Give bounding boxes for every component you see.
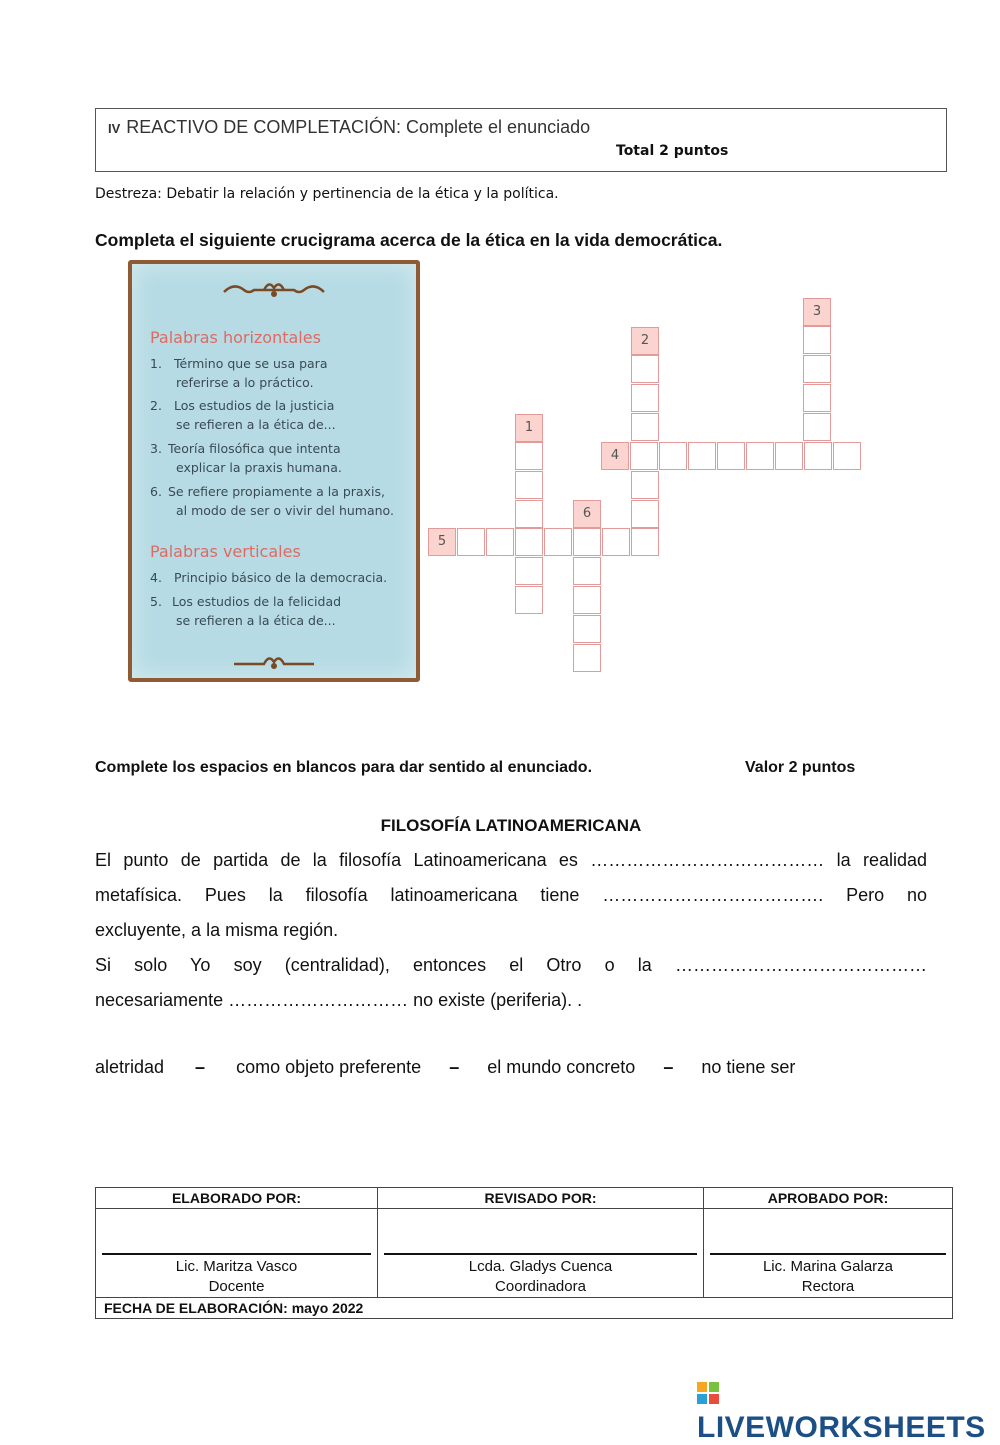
- clue-text-continued: se refieren a la ética de...: [176, 613, 336, 628]
- signer-name: Lic. Maritza Vasco: [175, 1258, 298, 1275]
- signer-name: Lcda. Gladys Cuenca: [468, 1258, 613, 1275]
- crossword-cell[interactable]: [833, 442, 861, 470]
- crossword-cell[interactable]: [573, 528, 601, 556]
- crossword-cell[interactable]: [573, 644, 601, 672]
- crossword-number-2: 2: [631, 327, 659, 355]
- clue-number: 5.: [150, 594, 162, 609]
- signature-cell-revisado: [378, 1209, 704, 1298]
- clue-text: Teoría filosófica que intenta: [168, 441, 341, 456]
- crossword-cell[interactable]: [573, 586, 601, 614]
- paragraph-line-4: Si solo Yo soy (centralidad), entonces el Otro o la ……………………………………: [95, 955, 927, 975]
- crossword-cell[interactable]: [631, 500, 659, 528]
- crossword-cell[interactable]: [717, 442, 745, 470]
- signer-role: Coordinadora: [495, 1278, 586, 1295]
- crossword-cell[interactable]: [746, 442, 774, 470]
- clue-number: 4.: [150, 570, 162, 585]
- option-separator: –: [663, 1057, 674, 1077]
- crossword-cell[interactable]: [631, 528, 659, 556]
- crossword-cell[interactable]: [486, 528, 514, 556]
- answer-option[interactable]: como objeto preferente: [236, 1057, 422, 1077]
- crossword-cell[interactable]: [631, 355, 659, 383]
- signer-role: Docente: [208, 1278, 265, 1295]
- crossword-cell[interactable]: [515, 500, 543, 528]
- crossword-cell[interactable]: [631, 413, 659, 441]
- clue-text: Principio básico de la democracia.: [174, 570, 388, 585]
- liveworksheets-logo-icon: [697, 1382, 719, 1404]
- paragraph-line-2: metafísica. Pues la filosofía latinoamericana tiene ………………………………. Pero no: [95, 885, 927, 905]
- paragraph-line-3: excluyente, a la misma región.: [95, 920, 339, 940]
- signature-body-row: [96, 1209, 953, 1298]
- philosophy-section-title: FILOSOFÍA LATINOAMERICANA: [380, 816, 642, 835]
- clue-number: 2.: [150, 398, 162, 413]
- crossword-cell[interactable]: [631, 384, 659, 412]
- clue-number: 1.: [150, 356, 162, 371]
- clue-number: 6.: [150, 484, 162, 499]
- clue-text-continued: referirse a lo práctico.: [176, 375, 314, 390]
- clue-number: 3.: [150, 441, 162, 456]
- clue-text: Los estudios de la felicidad: [172, 594, 342, 609]
- signature-header-row: [96, 1188, 953, 1209]
- crossword-cell[interactable]: [775, 442, 803, 470]
- crossword-cell[interactable]: [544, 528, 572, 556]
- header-aprobado: APROBADO POR:: [704, 1188, 953, 1209]
- crossword-cell[interactable]: [515, 442, 543, 470]
- crossword-cell[interactable]: [573, 557, 601, 585]
- option-separator: –: [449, 1057, 460, 1077]
- brand-wordmark[interactable]: [697, 1377, 1000, 1445]
- signature-cell-elaborado: [96, 1209, 378, 1298]
- paragraph-line-1: El punto de partida de la filosofía Latinoamericana es ………………………………… la realidad: [95, 850, 927, 870]
- crossword-instruction: Completa el siguiente crucigrama acerca de la ética en la vida democrática.: [95, 230, 723, 250]
- section-roman-numeral: IV: [108, 121, 121, 136]
- crossword-cell[interactable]: [515, 528, 543, 556]
- crossword-grid: [0, 0, 1000, 700]
- crossword-cell[interactable]: [804, 442, 832, 470]
- clue-text: Los estudios de la justicia: [174, 398, 335, 413]
- crossword-cell[interactable]: [631, 471, 659, 499]
- crossword-cell[interactable]: [803, 384, 831, 412]
- clue-text: Se refiere propiamente a la praxis,: [168, 484, 385, 499]
- crossword-cell[interactable]: [803, 413, 831, 441]
- paragraph-line-5: necesariamente ………………………… no existe (periferia). .: [95, 990, 583, 1010]
- signature-table: [95, 1187, 953, 1319]
- crossword-cell[interactable]: [630, 442, 658, 470]
- clue-text-continued: al modo de ser o vivir del humano.: [176, 503, 394, 518]
- crossword-number-1: 1: [515, 414, 543, 442]
- horizontal-clues-heading: Palabras horizontales: [150, 328, 321, 347]
- elaboration-date: FECHA DE ELABORACIÓN: mayo 2022: [96, 1298, 953, 1319]
- crossword-number-3: 3: [803, 298, 831, 326]
- answer-options: [95, 1057, 795, 1078]
- skill-statement: Destreza: Debatir la relación y pertinencia de la ética y la política.: [95, 186, 559, 202]
- signature-line: [102, 1253, 371, 1255]
- crossword-cell[interactable]: [573, 615, 601, 643]
- answer-option[interactable]: aletridad: [95, 1057, 165, 1077]
- signature-line: [384, 1253, 697, 1255]
- fill-instruction: Complete los espacios en blancos para dar sentido al enunciado.: [95, 759, 593, 776]
- clue-text-continued: se refieren a la ética de...: [176, 417, 336, 432]
- header-elaborado: ELABORADO POR:: [96, 1188, 378, 1209]
- answer-option[interactable]: el mundo concreto: [487, 1057, 636, 1077]
- crossword-cell[interactable]: [803, 326, 831, 354]
- signature-line: [710, 1253, 946, 1255]
- date-row: [96, 1298, 953, 1319]
- section-title-text: REACTIVO DE COMPLETACIÓN: Complete el enunciado: [126, 117, 591, 137]
- fill-value: Valor 2 puntos: [745, 759, 856, 776]
- answer-option[interactable]: no tiene ser: [701, 1057, 796, 1077]
- crossword-cell[interactable]: [803, 355, 831, 383]
- crossword-number-4: 4: [601, 442, 629, 470]
- crossword-cell[interactable]: [515, 471, 543, 499]
- crossword-number-5: 5: [428, 528, 456, 556]
- vertical-clues-heading: Palabras verticales: [150, 542, 301, 561]
- crossword-cell[interactable]: [515, 557, 543, 585]
- crossword-cell[interactable]: [659, 442, 687, 470]
- signer-role: Rectora: [801, 1278, 855, 1295]
- section-total-points: Total 2 puntos: [616, 143, 729, 159]
- crossword-number-6: 6: [573, 500, 601, 528]
- crossword-cell[interactable]: [457, 528, 485, 556]
- crossword-cell[interactable]: [602, 528, 630, 556]
- option-separator: –: [195, 1057, 206, 1077]
- brand-name: LIVEWORKSHEETS: [697, 1411, 986, 1444]
- signature-cell-aprobado: [704, 1209, 953, 1298]
- clue-text-continued: explicar la praxis humana.: [176, 460, 342, 475]
- crossword-cell[interactable]: [515, 586, 543, 614]
- clue-text: Término que se usa para: [174, 356, 328, 371]
- crossword-cell[interactable]: [688, 442, 716, 470]
- header-revisado: REVISADO POR:: [378, 1188, 704, 1209]
- signer-name: Lic. Marina Galarza: [762, 1258, 894, 1275]
